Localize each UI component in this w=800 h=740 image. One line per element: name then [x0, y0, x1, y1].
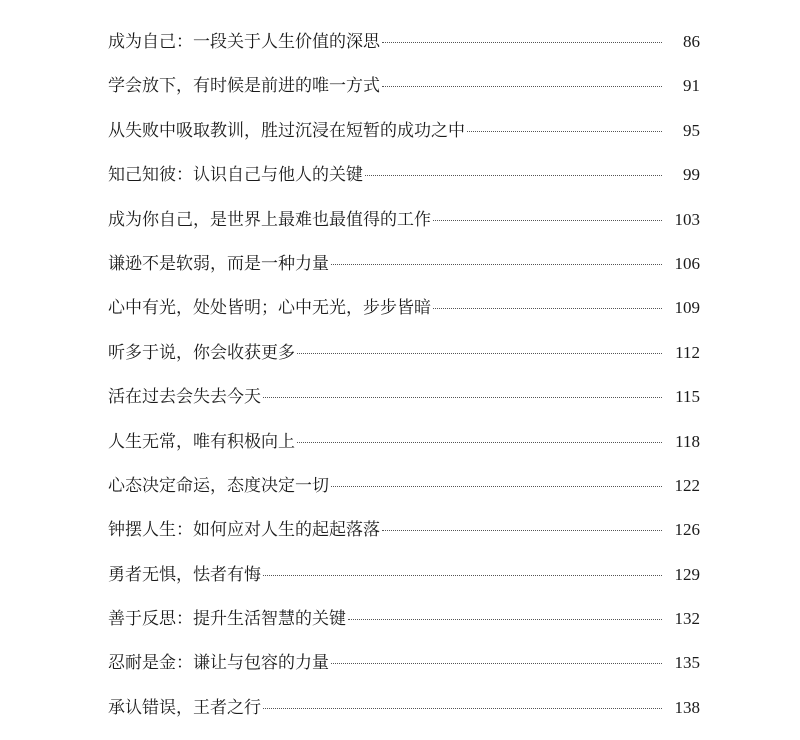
- dot-leader: [263, 397, 662, 398]
- dot-leader: [331, 663, 662, 664]
- toc-entry-page: 122: [674, 475, 700, 495]
- toc-entry-title: 成为你自己，是世界上最难也最值得的工作: [108, 209, 431, 230]
- toc-entry-title: 忍耐是金：谦让与包容的力量: [108, 653, 329, 674]
- toc-entry-title: 从失败中吸取教训，胜过沉浸在短暂的成功之中: [108, 120, 465, 141]
- toc-entry-title: 听多于说，你会收获更多: [108, 342, 295, 363]
- toc-entry[interactable]: [108, 296, 700, 340]
- toc-entry[interactable]: [108, 385, 700, 429]
- toc-entry[interactable]: [108, 208, 700, 252]
- toc-entry-page: 126: [674, 520, 700, 540]
- toc-entry-page: 109: [674, 298, 700, 318]
- dot-leader: [348, 619, 662, 620]
- toc-entry-page: 138: [674, 697, 700, 717]
- dot-leader: [263, 708, 662, 709]
- toc-entry-page: 106: [674, 253, 700, 273]
- toc-entry[interactable]: [108, 30, 700, 74]
- dot-leader: [365, 175, 662, 176]
- toc-entry-title: 成为自己：一段关于人生价值的深思: [108, 32, 380, 52]
- toc-entry[interactable]: [108, 74, 700, 118]
- toc-entry[interactable]: [108, 696, 700, 740]
- dot-leader: [382, 42, 662, 43]
- toc-entry-page: 132: [674, 609, 700, 629]
- dot-leader: [433, 220, 662, 221]
- table-of-contents: [108, 30, 700, 740]
- toc-entry-title: 善于反思：提升生活智慧的关键: [108, 609, 346, 630]
- toc-entry[interactable]: [108, 563, 700, 607]
- dot-leader: [331, 264, 662, 265]
- toc-entry-title: 勇者无惧，怯者有悔: [108, 564, 261, 585]
- toc-entry[interactable]: [108, 518, 700, 562]
- toc-entry[interactable]: [108, 163, 700, 207]
- toc-entry-page: 86: [683, 32, 700, 51]
- toc-entry[interactable]: [108, 119, 700, 163]
- dot-leader: [382, 86, 662, 87]
- toc-entry[interactable]: [108, 430, 700, 474]
- toc-entry-page: 112: [675, 342, 700, 362]
- toc-entry-title: 钟摆人生：如何应对人生的起起落落: [108, 520, 380, 541]
- toc-entry-title: 承认错误，王者之行: [108, 697, 261, 718]
- dot-leader: [297, 353, 662, 354]
- toc-entry[interactable]: [108, 252, 700, 296]
- toc-entry[interactable]: [108, 341, 700, 385]
- toc-entry-page: 135: [674, 653, 700, 673]
- toc-entry-title: 心中有光，处处皆明；心中无光，步步皆暗: [108, 298, 431, 319]
- dot-leader: [331, 486, 662, 487]
- toc-entry[interactable]: [108, 474, 700, 518]
- toc-entry-title: 心态决定命运，态度决定一切: [108, 475, 329, 496]
- toc-entry[interactable]: [108, 651, 700, 695]
- dot-leader: [263, 575, 662, 576]
- toc-entry-page: 91: [683, 76, 700, 96]
- toc-entry-page: 95: [683, 120, 700, 140]
- toc-entry-title: 谦逊不是软弱，而是一种力量: [108, 253, 329, 274]
- toc-entry-title: 学会放下，有时候是前进的唯一方式: [108, 76, 380, 97]
- toc-entry-page: 99: [683, 165, 700, 185]
- dot-leader: [297, 442, 662, 443]
- toc-entry-page: 103: [674, 209, 700, 229]
- dot-leader: [433, 308, 662, 309]
- toc-entry[interactable]: [108, 607, 700, 651]
- toc-entry-title: 人生无常，唯有积极向上: [108, 431, 295, 452]
- dot-leader: [382, 530, 662, 531]
- toc-entry-page: 115: [675, 387, 700, 407]
- toc-entry-title: 知己知彼：认识自己与他人的关键: [108, 165, 363, 186]
- toc-entry-page: 118: [675, 431, 700, 451]
- toc-entry-title: 活在过去会失去今天: [108, 387, 261, 408]
- toc-entry-page: 129: [674, 564, 700, 584]
- dot-leader: [467, 131, 662, 132]
